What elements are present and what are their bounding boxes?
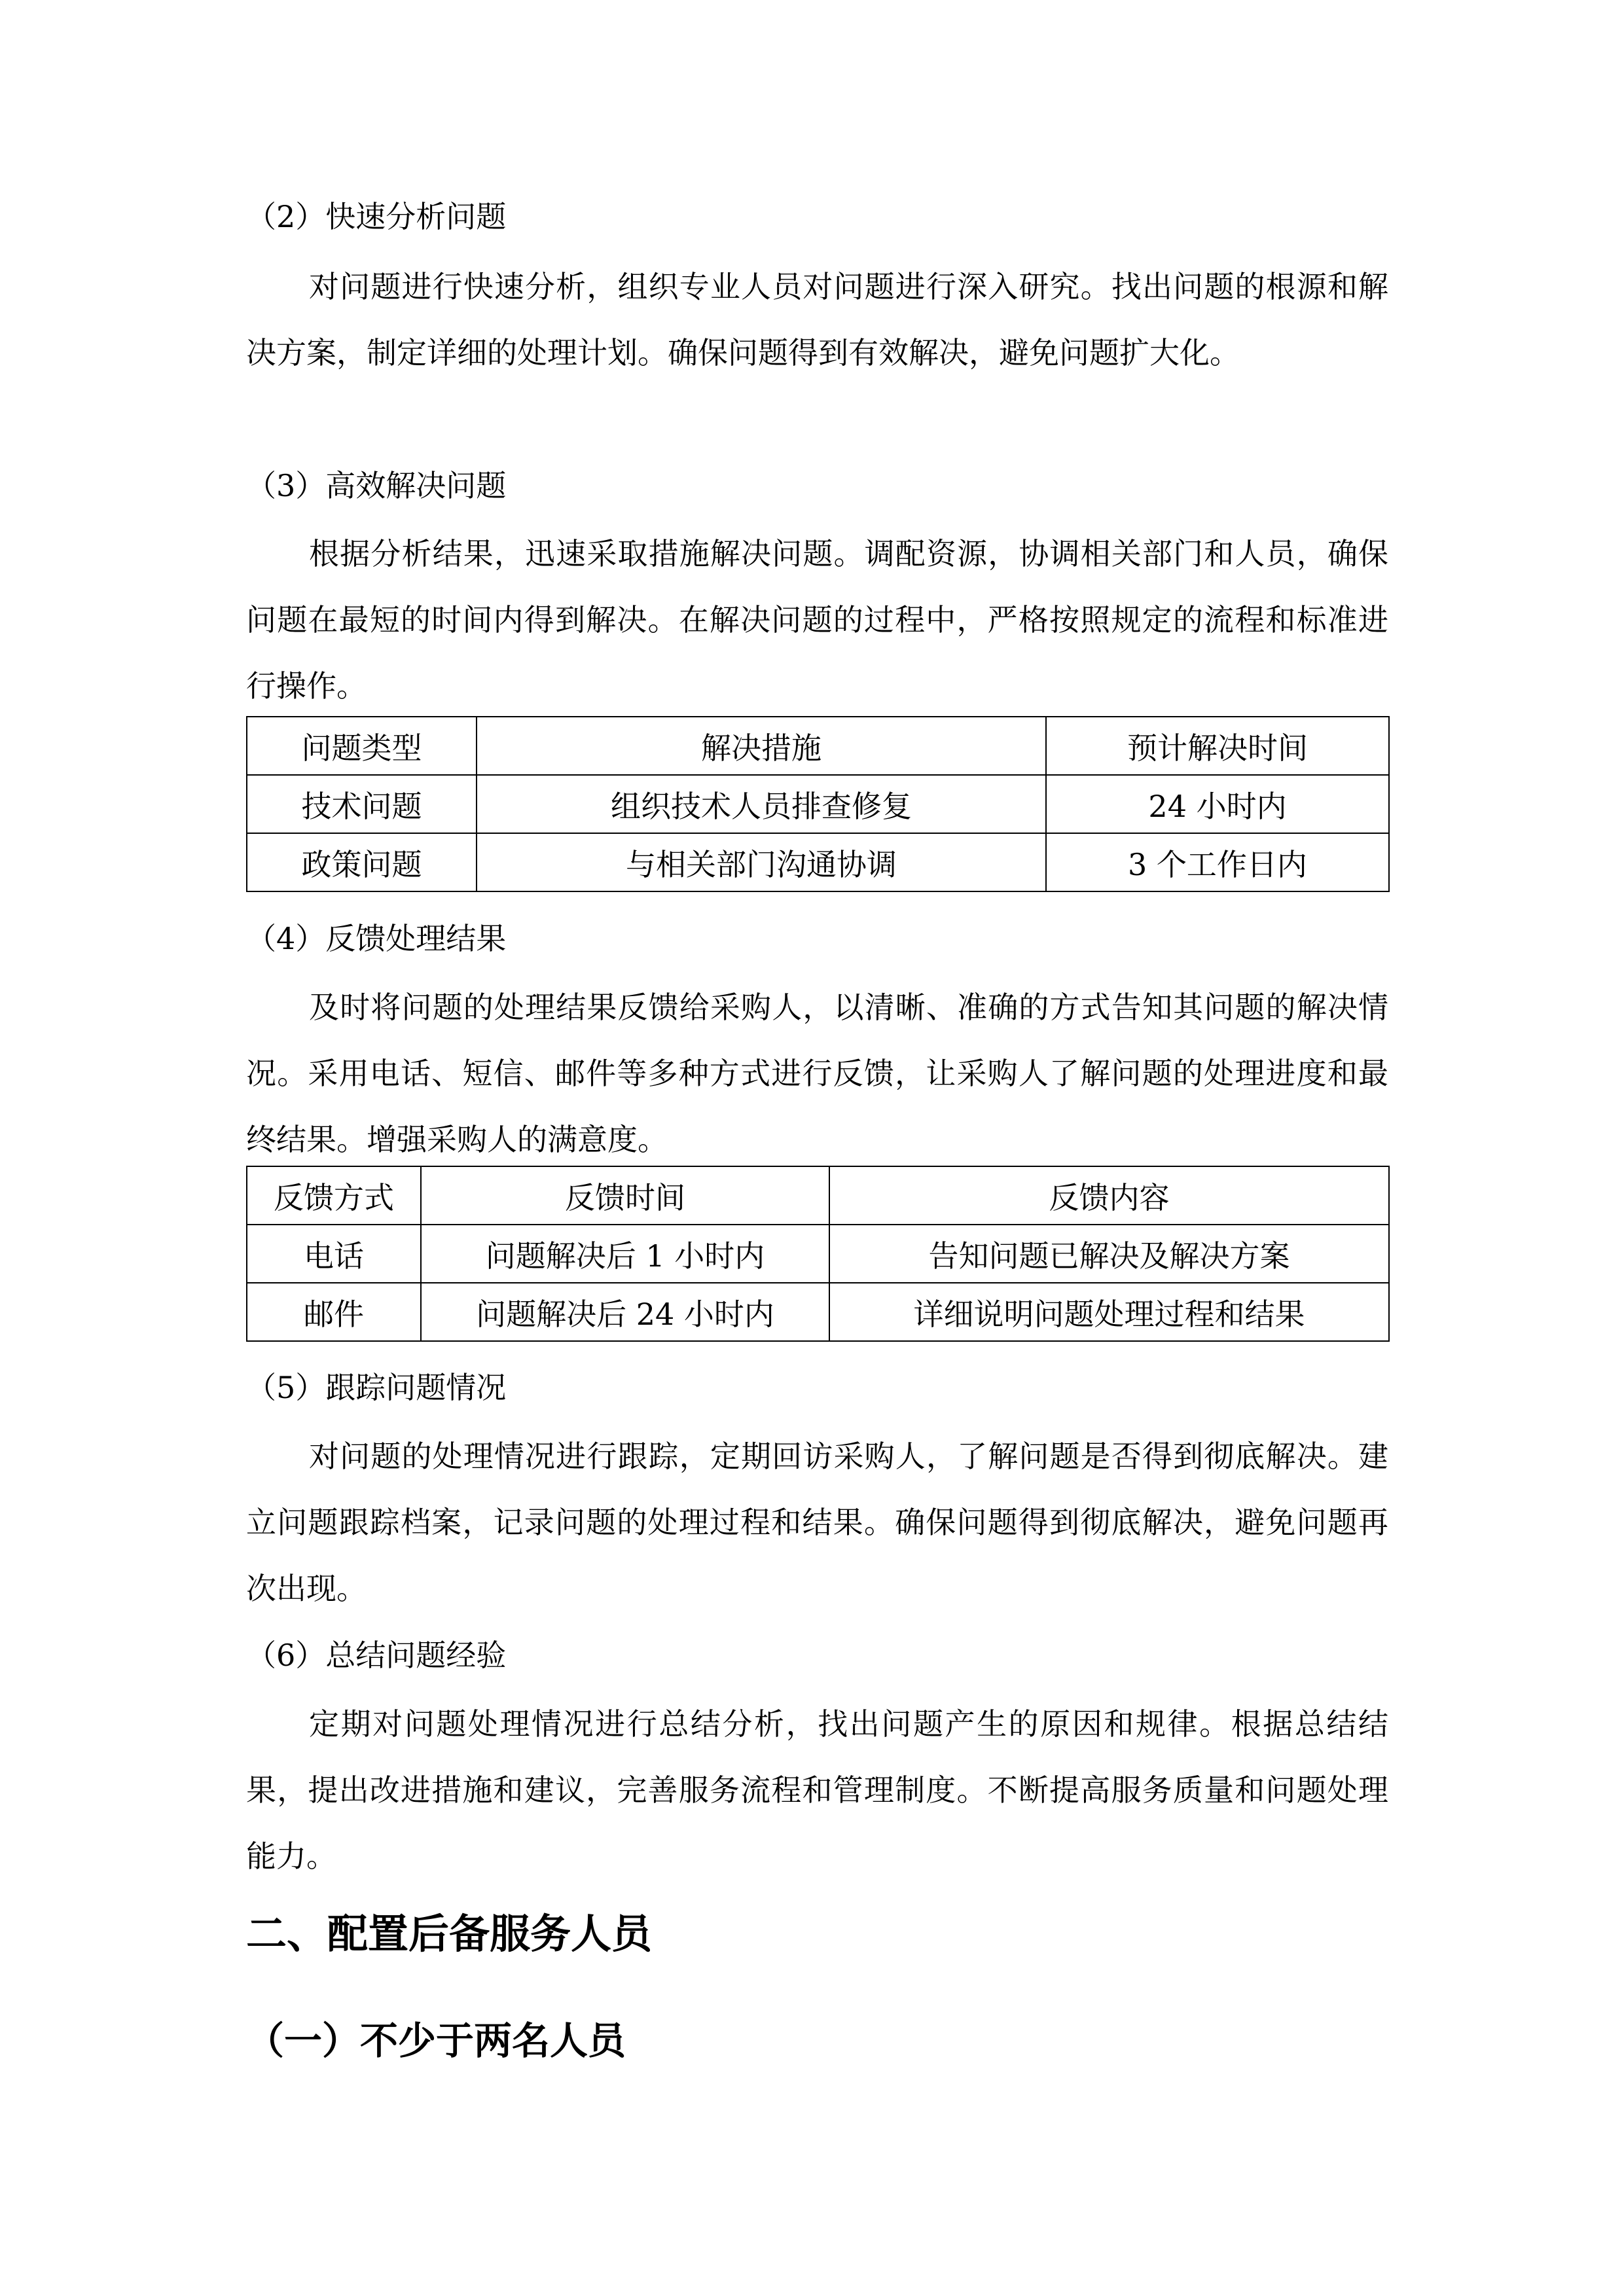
section-4-title: （4）反馈处理结果	[246, 921, 507, 956]
table-cell: 24 小时内	[1046, 775, 1389, 833]
table-header-cell: 反馈时间	[421, 1166, 829, 1225]
table-row	[247, 1225, 1389, 1283]
table-row	[247, 833, 1389, 891]
table-cell: 邮件	[247, 1283, 421, 1341]
table-cell: 告知问题已解决及解决方案	[829, 1225, 1389, 1283]
section-6-title: （6）总结问题经验	[246, 1638, 507, 1673]
table-header-cell: 解决措施	[477, 717, 1046, 775]
section-2-title: （2）快速分析问题	[246, 199, 507, 234]
section-2-body: 对问题进行快速分析，组织专业人员对问题进行深入研究。找出问题的根源和解决方案，制定详细的处理计划。确保问题得到有效解决，避免问题扩大化。	[246, 269, 1388, 370]
table-header-row	[247, 717, 1389, 775]
table-header-cell: 反馈方式	[247, 1166, 421, 1225]
section-3-body: 根据分析结果，迅速采取措施解决问题。调配资源，协调相关部门和人员，确保问题在最短的时间内得到解决。在解决问题的过程中，严格按照规定的流程和标准进行操作。	[246, 536, 1388, 704]
section-4-body: 及时将问题的处理结果反馈给采购人，以清晰、准确的方式告知其问题的解决情况。采用电话、短信、邮件等多种方式进行反馈，让采购人了解问题的处理进度和最终结果。增强采购人的满意度。	[246, 990, 1388, 1157]
heading-level-3: （一）不少于两名人员	[246, 2018, 626, 2063]
feedback-method-table	[246, 1166, 1390, 1342]
table-cell: 问题解决后 1 小时内	[421, 1225, 829, 1283]
table-cell: 电话	[247, 1225, 421, 1283]
table-cell: 政策问题	[247, 833, 477, 891]
table-cell: 问题解决后 24 小时内	[421, 1283, 829, 1341]
table-header-cell: 问题类型	[247, 717, 477, 775]
table-row	[247, 1283, 1389, 1341]
section-6-body: 定期对问题处理情况进行总结分析，找出问题产生的原因和规律。根据总结结果，提出改进措施和建议，完善服务流程和管理制度。不断提高服务质量和问题处理能力。	[246, 1706, 1388, 1874]
table-header-cell: 反馈内容	[829, 1166, 1389, 1225]
heading-level-2: 二、配置后备服务人员	[246, 1910, 653, 1958]
section-5-body: 对问题的处理情况进行跟踪，定期回访采购人，了解问题是否得到彻底解决。建立问题跟踪档案，记录问题的处理过程和结果。确保问题得到彻底解决，避免问题再次出现。	[246, 1439, 1388, 1606]
section-3-title: （3）高效解决问题	[246, 468, 507, 503]
table-cell: 与相关部门沟通协调	[477, 833, 1046, 891]
table-header-cell: 预计解决时间	[1046, 717, 1389, 775]
section-5-title: （5）跟踪问题情况	[246, 1370, 507, 1405]
table-cell: 3 个工作日内	[1046, 833, 1389, 891]
table-row	[247, 775, 1389, 833]
table-cell: 技术问题	[247, 775, 477, 833]
problem-resolution-table	[246, 716, 1390, 892]
table-cell: 详细说明问题处理过程和结果	[829, 1283, 1389, 1341]
table-header-row	[247, 1166, 1389, 1225]
table-cell: 组织技术人员排查修复	[477, 775, 1046, 833]
